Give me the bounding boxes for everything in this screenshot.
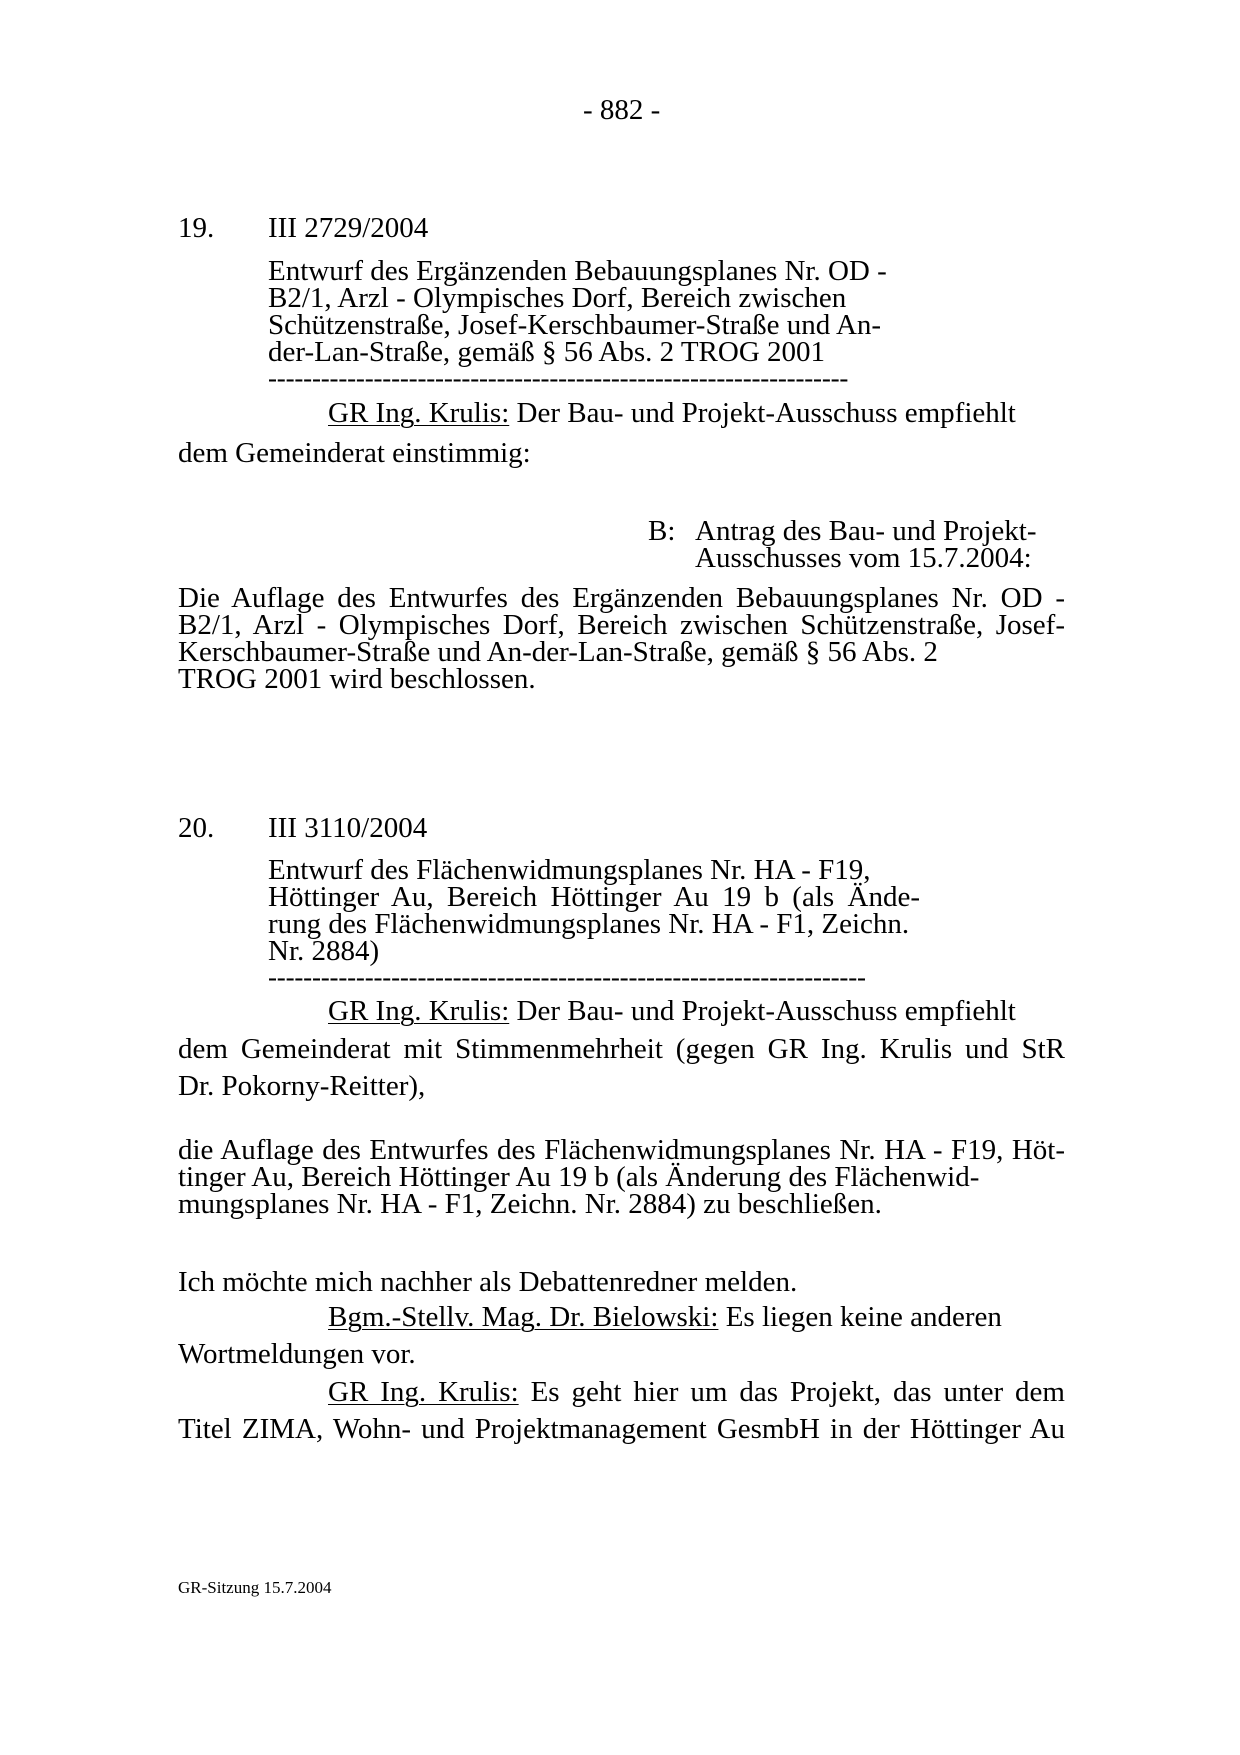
speech-line [328,1301,1002,1333]
item-title-line: Schützenstraße, Josef-Kerschbaumer-Straße und An- [268,309,882,341]
item-title-line: B2/1, Arzl - Olympisches Dorf, Bereich zwischen [268,282,847,314]
resolution-line: mungsplanes Nr. HA - F1, Zeichn. Nr. 2884) zu beschließen. [178,1188,882,1220]
item-reference: III 2729/2004 [268,212,429,244]
speech-text: Der Bau- und Projekt-Ausschuss empfiehlt [516,995,1016,1027]
speech-text: Der Bau- und Projekt-Ausschuss empfiehlt [516,397,1016,429]
speech-line: Dr. Pokorny-Reitter), [178,1070,426,1102]
speech-line: Titel ZIMA, Wohn- und Projektmanagement GesmbH in der Höttinger Au [178,1413,1065,1445]
item-title-line: Höttinger Au, Bereich Höttinger Au 19 b (als Ände- [268,881,920,913]
resolution-line: B2/1, Arzl - Olympisches Dorf, Bereich zwischen Schützenstraße, Josef- [178,609,1065,641]
item-title-line: rung des Flächenwidmungsplanes Nr. HA - F1, Zeichn. [268,908,910,940]
resolution-line: die Auflage des Entwurfes des Flächenwidmungsplanes Nr. HA - F19, Höt- [178,1134,1065,1166]
speech-line [328,1376,1065,1408]
speaker-name: GR Ing. Krulis: [328,397,510,429]
motion-line: Antrag des Bau- und Projekt- [695,515,1037,547]
speaker-name: GR Ing. Krulis: [328,1376,519,1408]
item-title-line: der-Lan-Straße, gemäß § 56 Abs. 2 TROG 2001 [268,336,826,368]
speech-text: Es liegen keine anderen [725,1301,1002,1333]
motion-line: Ausschusses vom 15.7.2004: [695,542,1032,574]
resolution-line: Kerschbaumer-Straße und An-der-Lan-Straße, gemäß § 56 Abs. 2 [178,636,938,668]
statement-line: Ich möchte mich nachher als Debattenredner melden. [178,1266,798,1298]
page-footer: GR-Sitzung 15.7.2004 [178,1578,332,1597]
speech-line: Wortmeldungen vor. [178,1338,416,1370]
speaker-name: GR Ing. Krulis: [328,995,510,1027]
item-title-line: Nr. 2884) [268,935,380,967]
resolution-line: tinger Au, Bereich Höttinger Au 19 b (als Änderung des Flächenwid- [178,1161,980,1193]
motion-label: B: [648,515,676,547]
speech-text: Es geht hier um das Projekt, das unter dem [530,1376,1065,1408]
resolution-line: TROG 2001 wird beschlossen. [178,663,536,695]
speech-line: dem Gemeinderat einstimmig: [178,437,531,469]
speech-line [328,397,1016,429]
item-title-line: Entwurf des Flächenwidmungsplanes Nr. HA - F19, [268,854,871,886]
page-number: - 882 - [583,94,661,126]
item-number: 20. [178,812,215,844]
item-title-line: Entwurf des Ergänzenden Bebauungsplanes Nr. OD - [268,255,887,287]
separator-line: ------------------------------------------------------------------ [268,368,849,388]
item-number: 19. [178,212,215,244]
item-reference: III 3110/2004 [268,812,428,844]
separator-line: -------------------------------------------------------------------- [268,967,866,987]
resolution-line: Die Auflage des Entwurfes des Ergänzenden Bebauungsplanes Nr. OD - [178,582,1065,614]
speech-line [328,995,1016,1027]
speech-line: dem Gemeinderat mit Stimmenmehrheit (gegen GR Ing. Krulis und StR [178,1033,1065,1065]
speaker-name: Bgm.-Stellv. Mag. Dr. Bielowski: [328,1301,719,1333]
